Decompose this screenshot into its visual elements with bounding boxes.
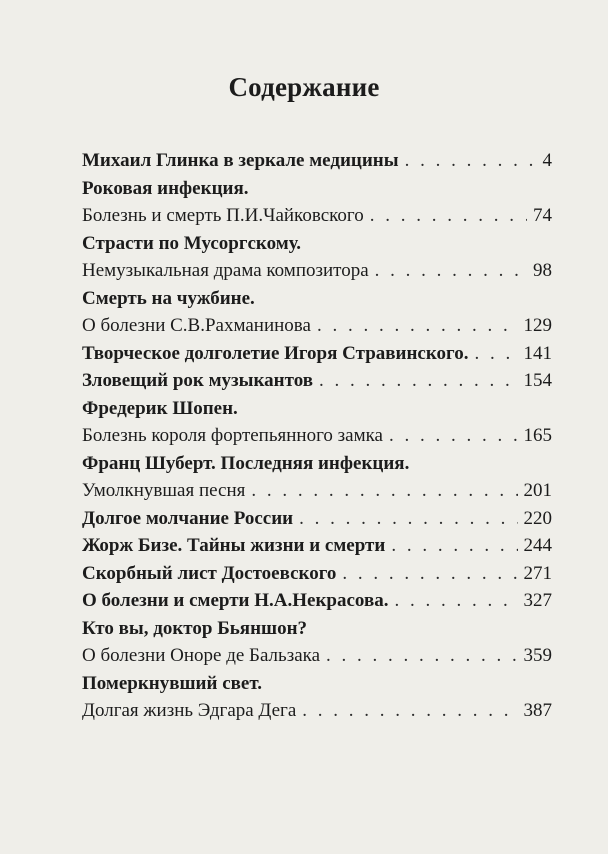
chapter-title: Зловещий рок музыкантов	[82, 370, 313, 391]
leader-dots	[251, 480, 517, 502]
toc-entry	[82, 288, 552, 343]
leader-dots	[342, 563, 517, 585]
chapter-title: Роковая инфекция.	[82, 177, 249, 199]
chapter-title: Михаил Глинка в зеркале медицины	[82, 150, 399, 171]
toc-line	[82, 453, 552, 481]
page-number: 154	[523, 370, 552, 391]
page-number: 98	[533, 260, 552, 281]
toc-line	[82, 645, 552, 673]
chapter-title: Жорж Бизе. Тайны жизни и смерти	[82, 535, 386, 556]
page-title: Содержание	[228, 72, 380, 102]
page-number: 244	[523, 535, 552, 556]
page-number: 201	[523, 480, 552, 501]
toc-entry	[82, 370, 552, 398]
toc-line	[82, 590, 552, 618]
table-of-contents	[82, 150, 552, 728]
leader-dots	[370, 205, 527, 227]
toc-line	[82, 425, 552, 453]
page-number: 359	[523, 645, 552, 666]
toc-line	[82, 398, 552, 426]
toc-line	[82, 288, 552, 316]
page-number: 327	[523, 590, 552, 611]
page-number: 4	[542, 150, 552, 171]
toc-entry	[82, 618, 552, 673]
toc-line	[82, 618, 552, 646]
toc-line	[82, 700, 552, 728]
page-number: 141	[523, 342, 552, 364]
toc-line	[82, 205, 552, 233]
leader-dots	[302, 700, 517, 722]
toc-entry	[82, 673, 552, 728]
toc-line	[82, 673, 552, 701]
toc-entry	[82, 233, 552, 288]
chapter-subtitle: Болезнь и смерть П.И.Чайковского	[82, 205, 364, 226]
toc-line	[82, 343, 552, 371]
leader-dots	[299, 508, 517, 530]
leader-dots	[394, 590, 517, 612]
page-number: 129	[523, 315, 552, 336]
leader-dots	[405, 150, 537, 172]
toc-entry	[82, 453, 552, 508]
chapter-subtitle: Умолкнувшая песня	[82, 480, 246, 501]
chapter-title: О болезни и смерти Н.А.Некрасова.	[82, 590, 389, 611]
page-number: 74	[533, 205, 552, 226]
toc-line	[82, 150, 552, 178]
toc-entry	[82, 150, 552, 178]
leader-dots	[389, 425, 518, 447]
leader-dots	[474, 343, 517, 365]
page-number: 387	[523, 700, 552, 721]
chapter-title: Скорбный лист Достоевского	[82, 562, 337, 584]
page-number: 271	[523, 562, 552, 584]
toc-entry	[82, 535, 552, 563]
chapter-title: Долгое молчание России	[82, 507, 294, 529]
chapter-subtitle: Болезнь короля фортепьянного замка	[82, 425, 383, 446]
toc-line	[82, 315, 552, 343]
toc-line	[82, 508, 552, 536]
chapter-title: Творческое долголетие Игоря Стравинского.	[82, 342, 469, 364]
toc-entry	[82, 563, 552, 591]
page-number: 165	[523, 425, 552, 446]
toc-entry	[82, 398, 552, 453]
leader-dots	[317, 315, 518, 337]
toc-line	[82, 178, 552, 206]
chapter-subtitle: О болезни Оноре де Бальзака	[82, 645, 321, 666]
leader-dots	[326, 645, 517, 667]
leader-dots	[391, 535, 517, 557]
page-number: 220	[523, 507, 552, 529]
toc-line	[82, 370, 552, 398]
chapter-subtitle: Долгая жизнь Эдгара Дега	[82, 700, 297, 721]
chapter-subtitle: О болезни С.В.Рахманинова	[82, 315, 311, 336]
toc-entry	[82, 508, 552, 536]
toc-entry	[82, 343, 552, 371]
chapter-title: Франц Шуберт. Последняя инфекция.	[82, 452, 410, 474]
toc-line	[82, 535, 552, 563]
toc-line	[82, 260, 552, 288]
toc-line	[82, 563, 552, 591]
toc-line	[82, 480, 552, 508]
chapter-title: Страсти по Мусоргскому.	[82, 232, 302, 254]
toc-entry	[82, 590, 552, 618]
chapter-title: Кто вы, доктор Бьяншон?	[82, 617, 308, 639]
chapter-title: Фредерик Шопен.	[82, 397, 238, 419]
chapter-subtitle: Немузыкальная драма композитора	[82, 260, 369, 281]
leader-dots	[375, 260, 527, 282]
toc-line	[82, 233, 552, 261]
chapter-title: Смерть на чужбине.	[82, 287, 255, 309]
leader-dots	[319, 370, 518, 392]
chapter-title: Померкнувший свет.	[82, 672, 262, 694]
toc-entry	[82, 178, 552, 233]
